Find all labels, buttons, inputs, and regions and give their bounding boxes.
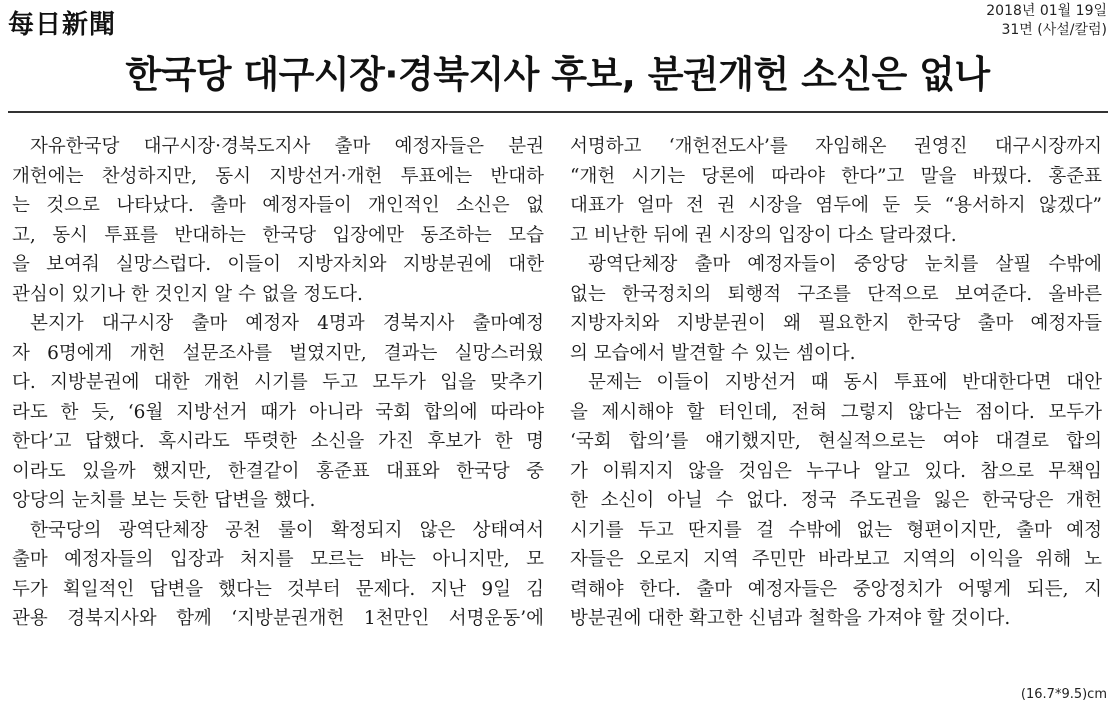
- article-size-note: (16.7*9.5)cm: [1020, 687, 1107, 702]
- article-meta: [986, 2, 1107, 40]
- article-column-left: [12, 132, 544, 634]
- article-text-line: 출마 예정자들의 입장과 처지를 모르는 바는 아니지만, 모: [12, 549, 544, 570]
- article-text-line: 이라도 있을까 했지만, 한결같이 홍준표 대표와 한국당 중: [12, 460, 544, 482]
- article-text-line: 을 보여줘 실망스럽다. 이들이 지방자치와 지방분권에 대한: [12, 254, 544, 275]
- article-text-line: 방분권에 대한 확고한 신념과 철학을 가져야 할 것이다.: [570, 608, 1011, 629]
- article-text-line: 지방자치와 지방분권이 왜 필요한지 한국당 출마 예정자들: [570, 313, 1102, 334]
- article-text-line: 서명하고 ‘개헌전도사’를 자임해온 권영진 대구시장까지: [570, 136, 1102, 157]
- article-text-line: 대표가 얼마 전 권 시장을 염두에 둔 듯 “용서하지 않겠다”: [570, 195, 1102, 216]
- article-text-line: 관용 경북지사와 함께 ‘지방분권개헌 1천만인 서명운동’에: [12, 608, 544, 629]
- article-text-line: 개헌에는 찬성하지만, 동시 지방선거·개헌 투표에는 반대하: [12, 165, 544, 187]
- article-text-line: 앙당의 눈치를 보는 듯한 답변을 했다.: [12, 490, 316, 511]
- article-text-line: 한다’고 답했다. 혹시라도 뚜렷한 소신을 가진 후보가 한 명: [12, 431, 544, 452]
- article-text-line: 자들은 오로지 지역 주민만 바라보고 지역의 이익을 위해 노: [570, 549, 1102, 570]
- article-text-line: 의 모습에서 발견할 수 있는 셈이다.: [570, 342, 856, 364]
- article-text-line: 시기를 두고 딴지를 걸 수밖에 없는 형편이지만, 출마 예정: [570, 519, 1102, 541]
- article-text-line: 문제는 이들이 지방선거 때 동시 투표에 반대한다면 대안: [588, 372, 1102, 393]
- article-text-line: 광역단체장 출마 예정자들이 중앙당 눈치를 살필 수밖에: [588, 254, 1102, 275]
- article-text-line: 자 6명에게 개헌 설문조사를 벌였지만, 결과는 실망스러웠: [12, 342, 544, 364]
- article-text-line: 본지가 대구시장 출마 예정자 4명과 경북지사 출마예정: [30, 313, 544, 334]
- article-text-line: 라도 한 듯, ‘6월 지방선거 때가 아니라 국회 합의에 따라야: [12, 401, 544, 423]
- newspaper-masthead: 每日新聞: [8, 10, 117, 40]
- article-column-right: [570, 132, 1102, 634]
- publication-date: 2018년 01월 19일: [986, 3, 1107, 19]
- article-text-line: ‘국회 합의’를 얘기했지만, 현실적으로는 여야 대결로 합의: [570, 431, 1102, 452]
- article-text-line: 없는 한국정치의 퇴행적 구조를 단적으로 보여준다. 올바른: [570, 283, 1102, 305]
- article-text-line: 한 소신이 아닐 수 없다. 정국 주도권을 잃은 한국당은 개헌: [570, 490, 1102, 511]
- page-section: 31면 (사설/칼럼): [1001, 22, 1107, 38]
- article-text-line: 을 제시해야 할 터인데, 전혀 그렇지 않다는 점이다. 모두가: [570, 401, 1102, 423]
- article-text-line: “개헌 시기는 당론에 따라야 한다”고 말을 바꿨다. 홍준표: [570, 165, 1102, 187]
- article-headline: 한국당 대구시장·경북지사 후보, 분권개헌 소신은 없나: [125, 53, 990, 96]
- article-text-line: 력해야 한다. 출마 예정자들은 중앙정치가 어떻게 되든, 지: [570, 578, 1102, 600]
- article-text-line: 고 비난한 뒤에 권 시장의 입장이 다소 달라졌다.: [570, 224, 957, 246]
- article-text-line: 다. 지방분권에 대한 개헌 시기를 두고 모두가 입을 맞추기: [12, 372, 544, 393]
- article-text-line: 가 이뤄지지 않을 것임은 누구나 알고 있다. 참으로 무책임: [570, 460, 1102, 482]
- headline-divider: [8, 111, 1108, 113]
- article-text-line: 자유한국당 대구시장·경북도지사 출마 예정자들은 분권: [30, 136, 544, 157]
- article-text-line: 는 것으로 나타났다. 출마 예정자들이 개인적인 소신은 없: [12, 195, 544, 216]
- article-text-line: 한국당의 광역단체장 공천 룰이 확정되지 않은 상태여서: [30, 519, 544, 541]
- article-text-line: 고, 동시 투표를 반대하는 한국당 입장에만 동조하는 모습: [12, 224, 544, 246]
- article-text-line: 관심이 있기나 한 것인지 알 수 없을 정도다.: [12, 283, 363, 305]
- article-text-line: 두가 획일적인 답변을 했다는 것부터 문제다. 지난 9일 김: [12, 578, 544, 600]
